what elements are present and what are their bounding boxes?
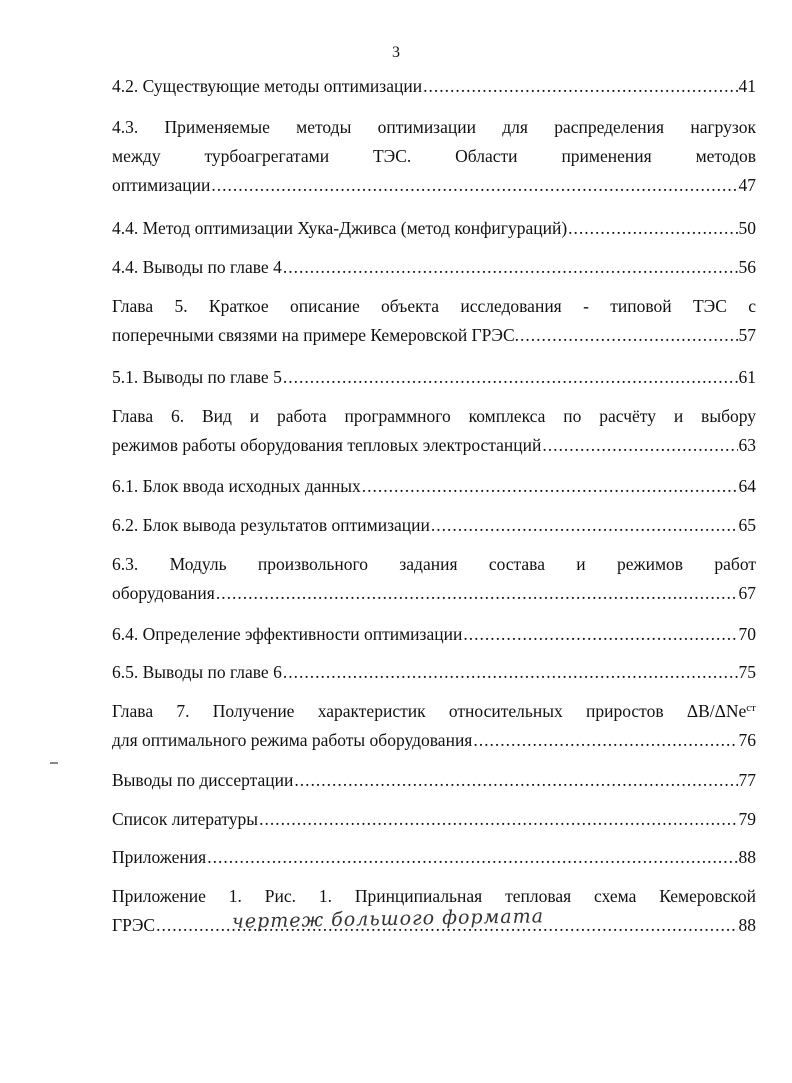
- toc-entry-chapter-7[interactable]: Глава 7. Получение характеристик относительных приростов ΔB/ΔNe$^{ст}$ для оптимального режима работы оборудования ..... 76: [112, 697, 756, 755]
- page-ref: 56: [738, 257, 756, 277]
- toc-entry-6-5[interactable]: 6.5. Выводы по главе 6 ..... 75: [112, 658, 756, 687]
- page-ref: 61: [738, 367, 756, 387]
- toc-entry-4-2[interactable]: 4.2. Существующие методы оптимизации ..... 41: [112, 72, 756, 101]
- handwritten-note: чертеж большого формата: [231, 905, 545, 933]
- toc-entry-chapter-6[interactable]: Глава 6. Вид и работа программного комплекса по расчёту и выбору режимов работы оборудования тепловых электростанций ..... 63: [112, 402, 756, 460]
- toc-entry-chapter-5[interactable]: Глава 5. Краткое описание объекта исследования - типовой ТЭС с поперечными связями на примере Кемеровской ГРЭС. ..... 57: [112, 292, 756, 350]
- toc-entry-4-4-hooke-jeeves[interactable]: 4.4. Метод оптимизации Хука-Дживса (метод конфигураций) ..... 50: [112, 214, 756, 243]
- page-ref: 47: [738, 175, 756, 195]
- toc-entry-6-3[interactable]: 6.3. Модуль произвольного задания состава и режимов работ оборудования ..... 67: [112, 550, 756, 608]
- page-ref: 88: [738, 847, 756, 867]
- page-ref: 57: [738, 325, 756, 345]
- page-ref: 88: [738, 915, 756, 935]
- toc-entry-appendix-1[interactable]: Приложение 1. Рис. 1. Принципиальная тепловая схема Кемеровской ГРЭС ..... 88 чертеж большого формата: [112, 882, 756, 940]
- page-ref: 50: [738, 218, 756, 238]
- page-ref: 41: [738, 76, 756, 96]
- page-number: 3: [392, 44, 400, 61]
- toc-entry-6-1[interactable]: 6.1. Блок ввода исходных данных ..... 64: [112, 472, 756, 501]
- page-ref: 67: [738, 583, 756, 603]
- toc-entry-appendices[interactable]: Приложения ..... 88: [112, 843, 756, 872]
- page-ref: 79: [738, 809, 756, 829]
- toc-entry-references[interactable]: Список литературы ..... 79: [112, 805, 756, 834]
- toc-entry-6-4[interactable]: 6.4. Определение эффективности оптимизации ..... 70: [112, 620, 756, 649]
- page-ref: 64: [738, 476, 756, 496]
- page-ref: 65: [738, 515, 756, 535]
- toc-entry-4-3[interactable]: 4.3. Применяемые методы оптимизации для распределения нагрузок между турбоагрегатами ТЭС. Области применения методов оптимизации ..... 47: [112, 113, 756, 200]
- page-ref: 70: [738, 624, 756, 644]
- margin-mark: [50, 762, 58, 764]
- toc-entry-6-2[interactable]: 6.2. Блок вывода результатов оптимизации ..... 65: [112, 511, 756, 540]
- page-ref: 77: [738, 770, 756, 790]
- toc-entry-4-4-conclusions[interactable]: 4.4. Выводы по главе 4 ..... 56: [112, 253, 756, 282]
- page-ref: 63: [738, 435, 756, 455]
- toc-entry-thesis-conclusions[interactable]: Выводы по диссертации ..... 77: [112, 766, 756, 795]
- page-ref: 76: [738, 730, 756, 750]
- toc-entry-5-1[interactable]: 5.1. Выводы по главе 5 ..... 61: [112, 363, 756, 392]
- page-ref: 75: [738, 662, 756, 682]
